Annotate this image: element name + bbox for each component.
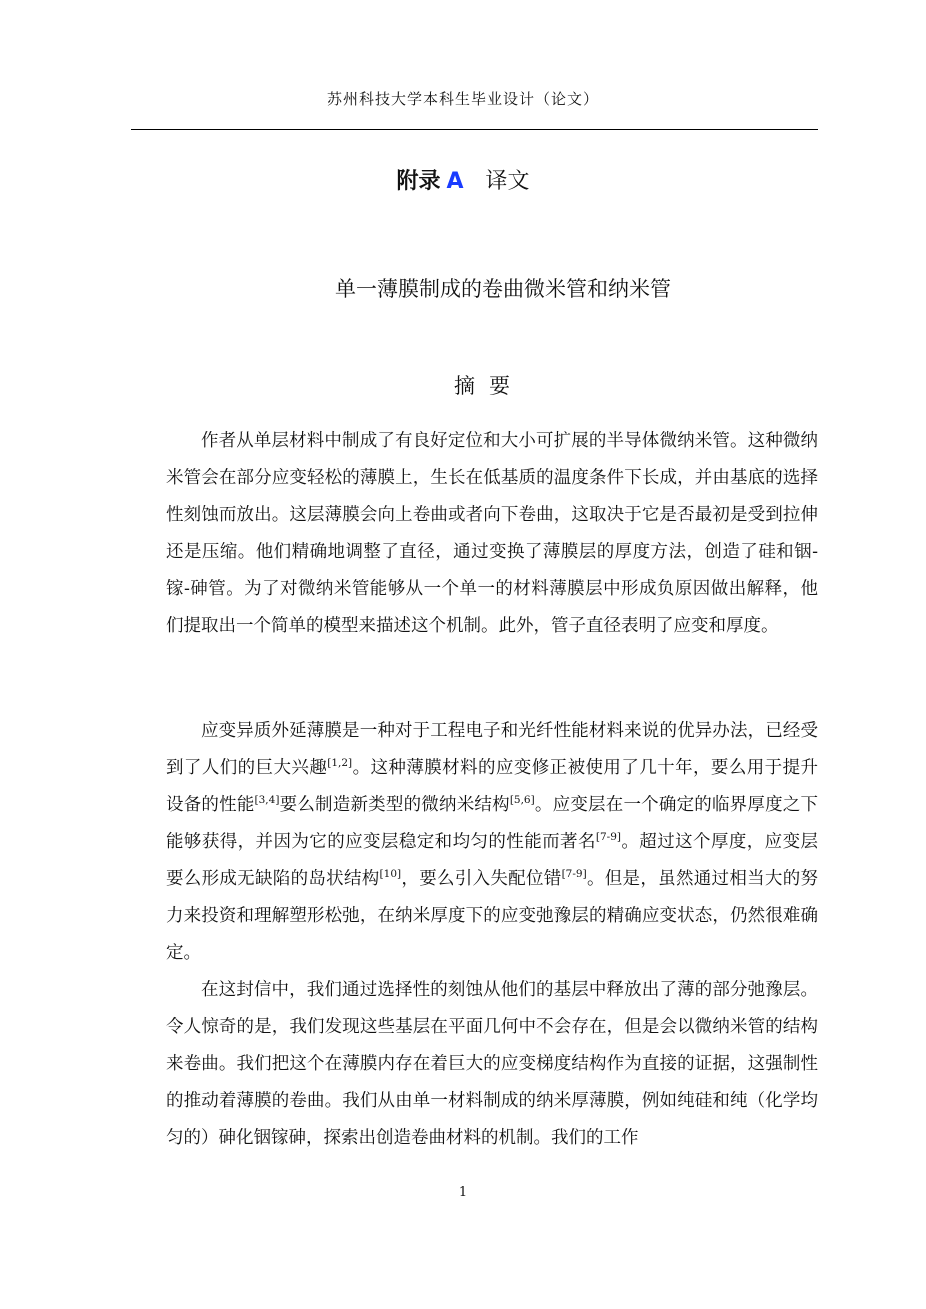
citation-ref: [10] xyxy=(379,868,402,880)
text-segment: 。但是，虽然通过相当大的努力来投资和理解塑形松弛，在纳米厚度下的应变弛豫层的精确应变状态，仍然很难确定。 xyxy=(166,869,819,963)
citation-ref: [1,2] xyxy=(327,757,353,769)
citation-ref: [7-9] xyxy=(595,831,621,843)
abstract-paragraph: 作者从单层材料中制成了有良好定位和大小可扩展的半导体微纳米管。这种微纳米管会在部分应变轻松的薄膜上，生长在低基质的温度条件下长成，并由基底的选择性刻蚀而放出。这层薄膜会向上卷曲或者向下卷曲，这取决于它是否最初是受到拉伸还是压缩。他们精确地调整了直径，通过变换了薄膜层的厚度方法，创造了硅和铟-镓-砷管。为了对微纳米管能够从一个单一的材料薄膜层中形成负原因做出解释，他们提取出一个简单的模型来描述这个机制。此外，管子直径表明了应变和厚度。 xyxy=(166,431,818,636)
text-segment: 要么制造新类型的微纳米结构 xyxy=(279,795,510,815)
text-segment: 。应变层在一个确定的临界厚度之下能够获得，并因为它的应变层稳定和均匀的性能而著名 xyxy=(166,795,819,852)
text-segment: 。超过这个厚度，应变层要么形成无缺陷的岛状结构 xyxy=(166,832,819,889)
appendix-letter: A xyxy=(446,169,464,194)
abstract-section xyxy=(166,423,818,645)
body-paragraph-1 xyxy=(166,713,818,972)
page-number: 1 xyxy=(458,1185,468,1200)
text-segment: 。这种薄膜材料的应变修正被使用了几十年，要么用于提升设备的性能 xyxy=(166,758,819,815)
appendix-prefix: 附录 xyxy=(396,169,441,194)
text-segment: ，要么引入失配位错 xyxy=(401,869,562,889)
page-header: 苏州科技大学本科生毕业设计（论文） xyxy=(326,90,599,108)
abstract-heading: 摘要 xyxy=(454,374,524,398)
citation-ref: [3,4] xyxy=(254,794,280,806)
body-paragraph-2: 在这封信中，我们通过选择性的刻蚀从他们的基层中释放出了薄的部分弛豫层。令人惊奇的是，我们发现这些基层在平面几何中不会存在，但是会以微纳米管的结构来卷曲。我们把这个在薄膜内存在着巨大的应变梯度结构作为直接的证据，这强制性的推动着薄膜的卷曲。我们从由单一材料制成的纳米厚薄膜，例如纯硅和纯（化学均匀的）砷化铟镓砷，探索出创造卷曲材料的机制。我们的工作 xyxy=(166,980,818,1148)
header-divider xyxy=(131,129,818,130)
appendix-subtitle: 译文 xyxy=(485,169,530,194)
appendix-title xyxy=(0,164,926,195)
citation-ref: [7-9] xyxy=(561,868,587,880)
paper-title: 单一薄膜制成的卷曲微米管和纳米管 xyxy=(335,277,671,301)
text-segment: 应变异质外延薄膜是一种对于工程电子和光纤性能材料来说的优异办法，已经受到了人们的巨大兴趣 xyxy=(166,721,818,778)
citation-ref: [5,6] xyxy=(509,794,535,806)
main-text-section xyxy=(166,713,818,1157)
